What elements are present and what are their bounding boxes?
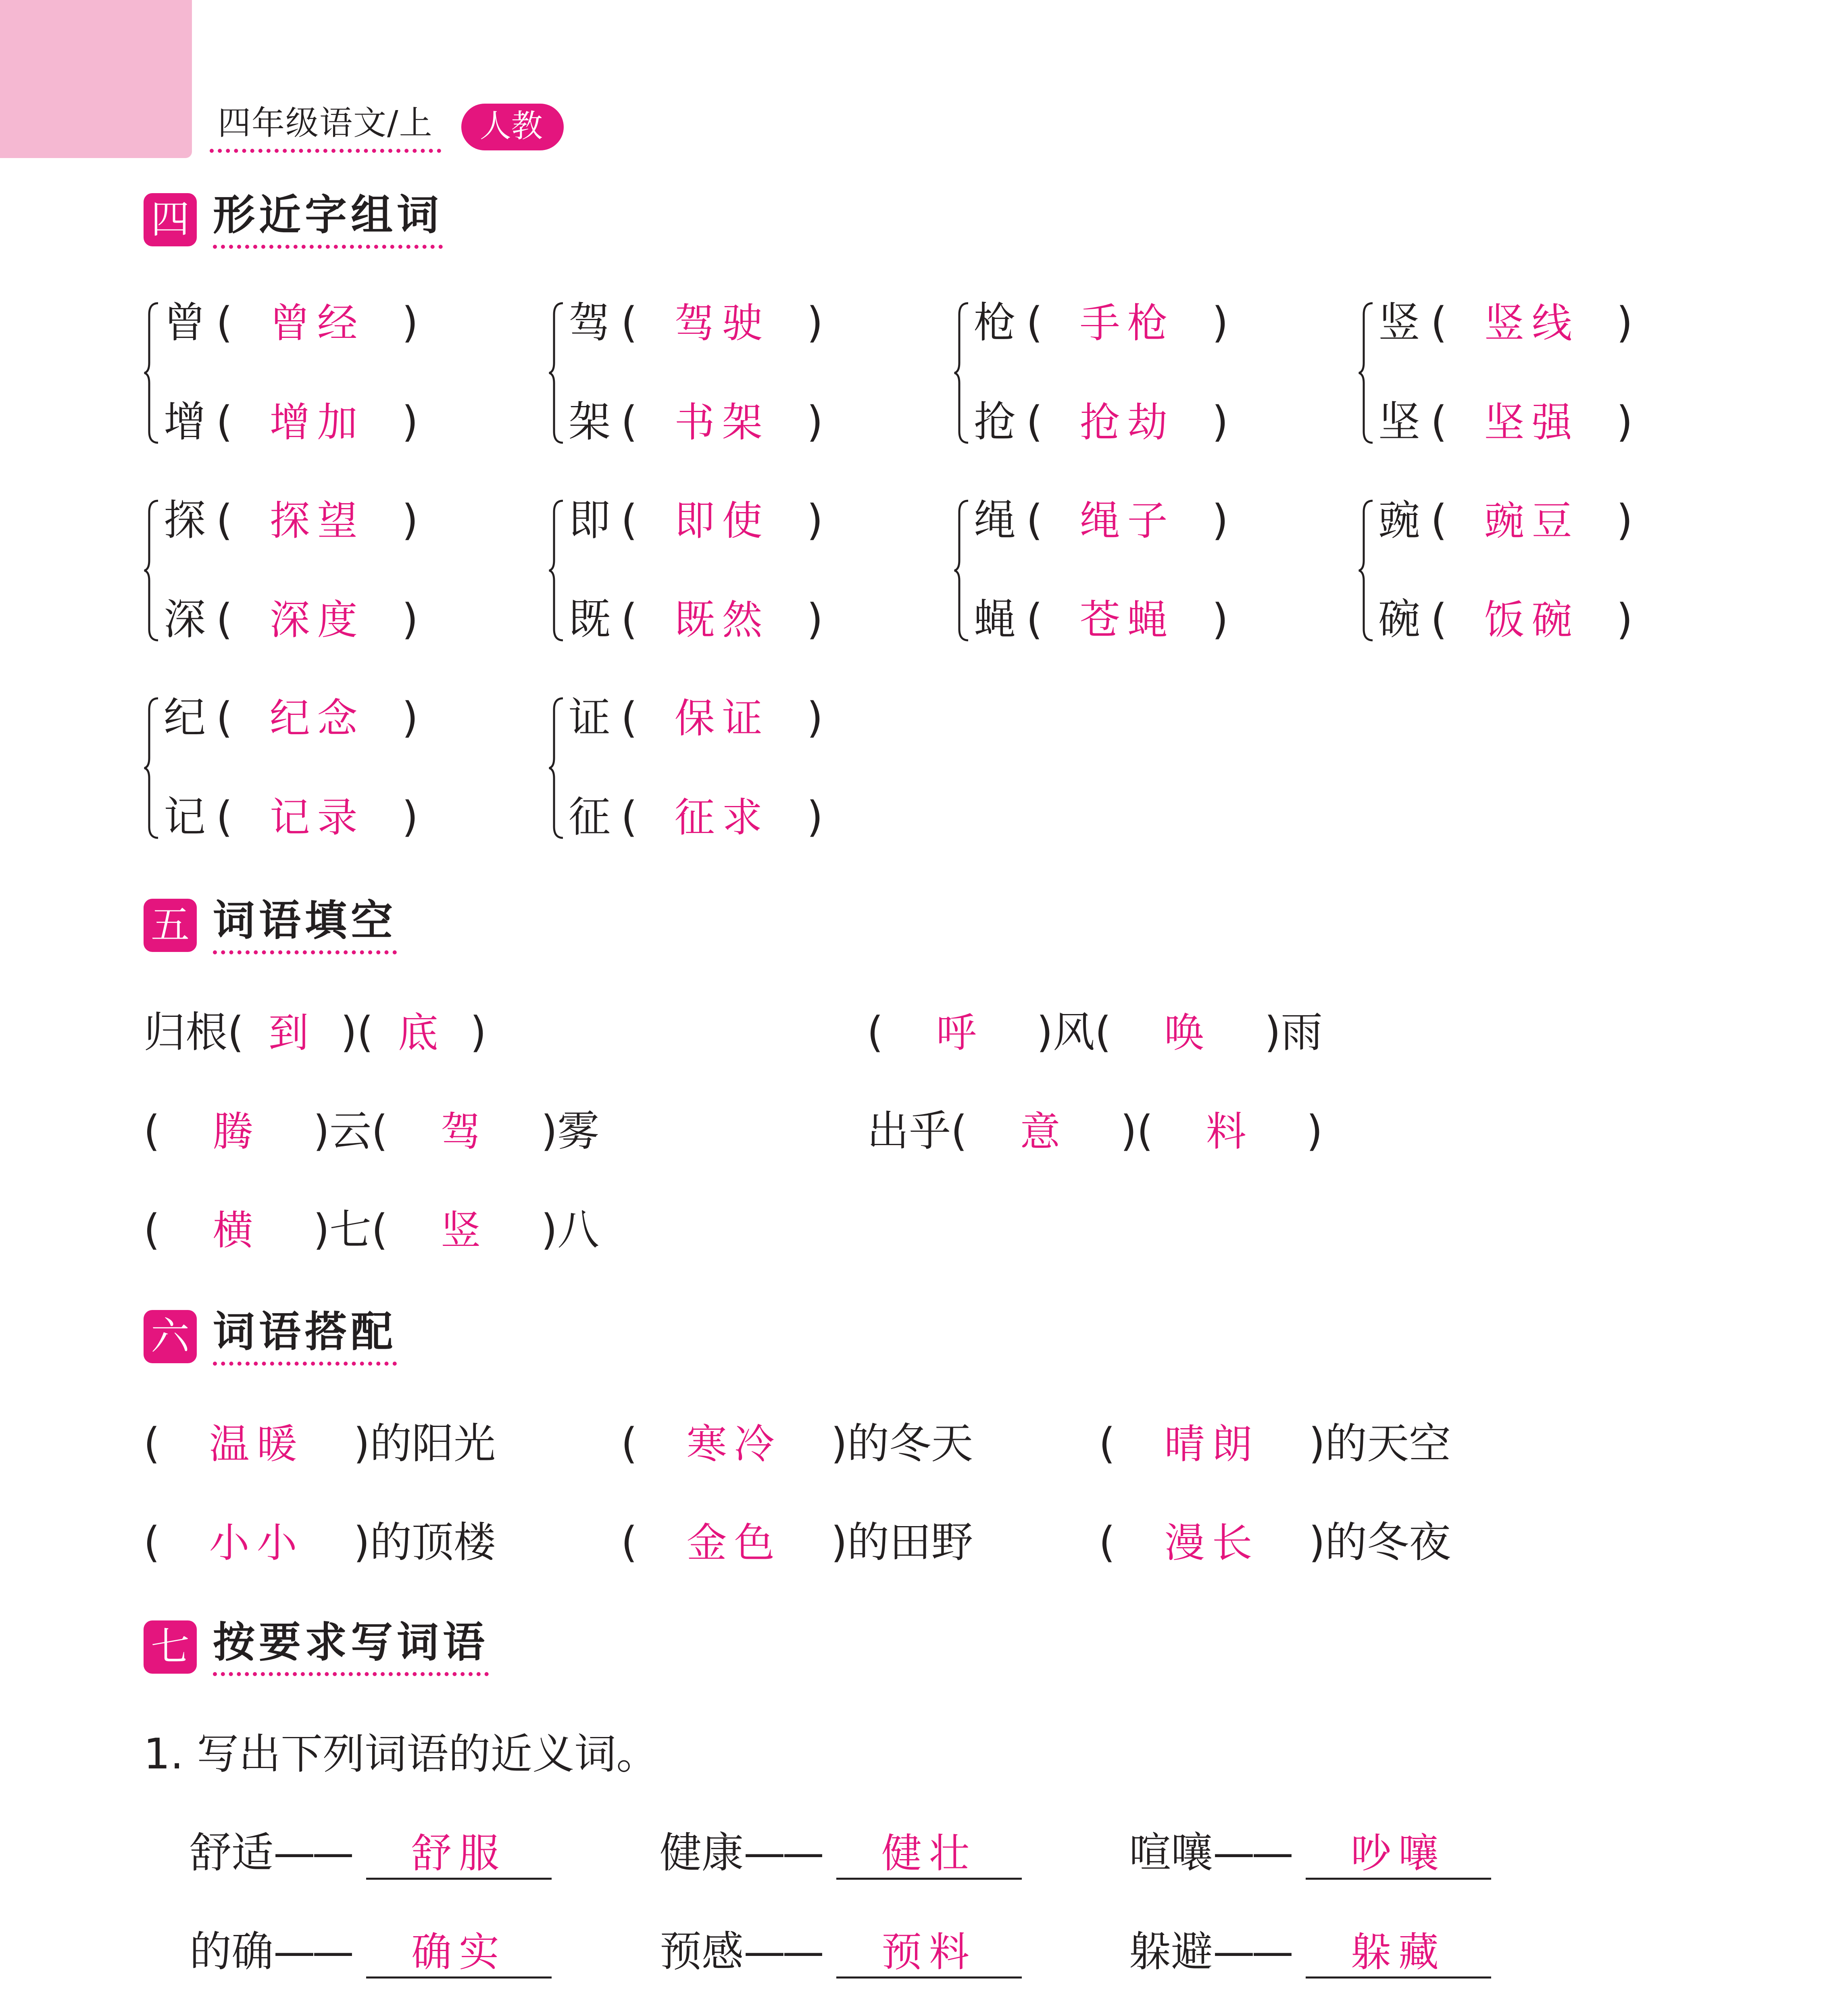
paren-close: ) [1212, 397, 1229, 446]
answer: 增加 [269, 399, 365, 446]
paren-open: ( [216, 595, 233, 644]
pair-row [569, 398, 823, 446]
match-item [1099, 1518, 1451, 1566]
pair-row [569, 595, 823, 644]
char-pair [548, 496, 936, 645]
paren-open: ( [1026, 595, 1043, 644]
answer: 到 [268, 1009, 316, 1056]
word: 喧嚷 [1129, 1828, 1213, 1877]
fill-line [144, 1008, 486, 1056]
character: 记 [164, 792, 206, 841]
character: 坚 [1378, 397, 1421, 446]
char-pair [144, 298, 531, 448]
paren-open: ( [621, 595, 638, 644]
char-pair [144, 496, 531, 645]
answer-blank: 预料 [836, 1928, 1022, 1979]
answer-blank: 确实 [366, 1928, 552, 1979]
paren-close: ) [402, 397, 419, 446]
dash: —— [273, 1828, 351, 1877]
answer-blank: 吵嚷 [1306, 1829, 1491, 1880]
pair-row [1378, 595, 1633, 644]
section-number: 六 [144, 1310, 197, 1363]
answer: 探望 [269, 497, 365, 544]
paren-close: ) [402, 298, 419, 347]
char-pair [954, 496, 1341, 645]
character: 增 [164, 397, 206, 446]
paren-close: ) [806, 693, 823, 742]
word: 的确 [190, 1927, 274, 1976]
section-title: 按要求写词语 [213, 1618, 489, 1676]
brace-icon [1358, 298, 1374, 448]
answer: 寒冷 [686, 1420, 782, 1468]
answer: 竖线 [1484, 300, 1579, 347]
answer: 保证 [674, 695, 770, 742]
answer: 温暖 [209, 1420, 304, 1468]
fill-text: )风( [1036, 1008, 1111, 1057]
header-title: 四年级语文/上 [210, 101, 441, 153]
character: 绳 [974, 496, 1016, 545]
paren-open: ( [144, 1518, 160, 1567]
answer: 横 [213, 1207, 260, 1254]
match-text: )的冬夜 [1308, 1518, 1451, 1567]
fill-text: ( [867, 1008, 883, 1057]
fill-text: )( [1120, 1106, 1153, 1156]
answer: 纪念 [269, 695, 365, 742]
word: 躲避 [1129, 1927, 1213, 1976]
pair-row [164, 496, 418, 544]
fill-text: ) [470, 1008, 487, 1057]
brace-icon [144, 694, 160, 843]
dash: —— [1213, 1828, 1291, 1877]
brace-icon [548, 496, 565, 645]
corner-tab [0, 0, 192, 158]
fill-text: )云( [313, 1106, 388, 1156]
fill-text: )雾 [541, 1106, 600, 1156]
dash: —— [744, 1828, 821, 1877]
paren-open: ( [621, 1518, 638, 1567]
word-item [1129, 1927, 1491, 1984]
match-item [1099, 1419, 1451, 1468]
answer: 征求 [674, 794, 770, 841]
paren-close: ) [402, 792, 419, 841]
paren-close: ) [806, 298, 823, 347]
character: 深 [164, 595, 206, 644]
answer: 底 [398, 1009, 446, 1056]
paren-close: ) [1212, 595, 1229, 644]
pair-row [164, 398, 418, 446]
brace-icon [548, 694, 565, 843]
answer: 小小 [209, 1519, 304, 1566]
character: 既 [569, 595, 611, 644]
fill-text: )八 [541, 1205, 600, 1254]
word: 健康 [660, 1828, 744, 1877]
character: 证 [569, 693, 611, 742]
character: 抢 [974, 397, 1016, 446]
match-item [144, 1419, 496, 1468]
paren-close: ) [402, 693, 419, 742]
paren-open: ( [1431, 397, 1447, 446]
paren-open: ( [621, 693, 638, 742]
match-text: )的天空 [1308, 1419, 1451, 1468]
answer-blank: 健壮 [836, 1829, 1022, 1880]
answer: 唤 [1164, 1009, 1212, 1056]
answer: 竖 [440, 1207, 488, 1254]
pair-row [974, 298, 1228, 347]
paren-close: ) [1212, 496, 1229, 545]
pair-row [164, 298, 418, 347]
fill-line [867, 1107, 1323, 1155]
paren-open: ( [621, 397, 638, 446]
paren-open: ( [1431, 298, 1447, 347]
pair-row [569, 694, 823, 742]
answer: 既然 [674, 596, 770, 644]
character: 曾 [164, 298, 206, 347]
paren-open: ( [216, 693, 233, 742]
match-text: )的顶楼 [353, 1518, 496, 1567]
answer: 饭碗 [1484, 596, 1579, 644]
section-number: 五 [144, 899, 197, 952]
char-pair [548, 298, 936, 448]
fill-text: )( [340, 1008, 373, 1057]
answer: 即使 [674, 497, 770, 544]
word-item [190, 1829, 552, 1885]
page-header [210, 97, 564, 157]
paren-close: ) [1616, 397, 1633, 446]
match-item [144, 1518, 496, 1566]
dash: —— [1213, 1927, 1291, 1976]
answer: 苍蝇 [1079, 596, 1175, 644]
match-text: )的阳光 [353, 1419, 496, 1468]
answer: 金色 [686, 1519, 782, 1566]
section-5-header [144, 895, 397, 956]
paren-open: ( [1431, 496, 1447, 545]
pair-row [974, 496, 1228, 544]
answer: 驾驶 [674, 300, 770, 347]
paren-close: ) [1616, 298, 1633, 347]
word-item [660, 1829, 1022, 1885]
answer: 晴朗 [1164, 1420, 1260, 1468]
paren-open: ( [1431, 595, 1447, 644]
paren-open: ( [1099, 1518, 1115, 1567]
paren-close: ) [1616, 595, 1633, 644]
pair-row [569, 793, 823, 841]
pair-row [164, 595, 418, 644]
match-text: )的田野 [831, 1518, 973, 1567]
match-text: )的冬天 [831, 1419, 973, 1468]
character: 豌 [1378, 496, 1421, 545]
fill-text: ) [1306, 1106, 1323, 1156]
pair-row [974, 595, 1228, 644]
answer: 意 [1020, 1108, 1068, 1155]
answer: 驾 [440, 1108, 488, 1155]
fill-text: )雨 [1264, 1008, 1323, 1057]
paren-close: ) [806, 792, 823, 841]
answer: 抢劫 [1079, 399, 1175, 446]
section-7-header [144, 1617, 489, 1677]
fill-text: 归根( [144, 1008, 244, 1057]
paren-open: ( [216, 397, 233, 446]
fill-text: ( [144, 1205, 160, 1254]
brace-icon [954, 496, 970, 645]
word-item [190, 1927, 552, 1984]
word-item [660, 1927, 1022, 1984]
char-pair [1358, 496, 1745, 645]
character: 征 [569, 792, 611, 841]
answer: 记录 [269, 794, 365, 841]
pair-row [569, 496, 823, 544]
section-title: 词语填空 [213, 896, 397, 954]
brace-icon [548, 298, 565, 448]
brace-icon [144, 298, 160, 448]
answer-blank: 躲藏 [1306, 1928, 1491, 1979]
match-item [621, 1419, 973, 1468]
section-6-header [144, 1306, 397, 1367]
character: 纪 [164, 693, 206, 742]
answer: 漫长 [1164, 1519, 1260, 1566]
match-item [621, 1518, 973, 1566]
paren-open: ( [1026, 298, 1043, 347]
char-pair [548, 694, 936, 843]
dash: —— [744, 1927, 821, 1976]
fill-text: ( [144, 1106, 160, 1156]
brace-icon [144, 496, 160, 645]
word-item [1129, 1829, 1491, 1885]
word: 预感 [660, 1927, 744, 1976]
paren-close: ) [806, 595, 823, 644]
fill-line [867, 1008, 1323, 1056]
character: 竖 [1378, 298, 1421, 347]
pair-row [1378, 496, 1633, 544]
paren-open: ( [216, 496, 233, 545]
paren-close: ) [1616, 496, 1633, 545]
character: 碗 [1378, 595, 1421, 644]
pair-row [164, 793, 418, 841]
answer: 豌豆 [1484, 497, 1579, 544]
paren-open: ( [144, 1419, 160, 1468]
answer: 料 [1206, 1108, 1254, 1155]
pair-row [164, 694, 418, 742]
answer: 手枪 [1079, 300, 1175, 347]
section-4-header [144, 190, 443, 250]
brace-icon [954, 298, 970, 448]
answer: 坚强 [1484, 399, 1579, 446]
fill-text: 出乎( [867, 1106, 967, 1156]
char-pair [144, 694, 531, 843]
section-title: 形近字组词 [213, 191, 443, 249]
paren-open: ( [216, 792, 233, 841]
section-title: 词语搭配 [213, 1308, 397, 1366]
paren-open: ( [621, 298, 638, 347]
brace-icon [1358, 496, 1374, 645]
character: 架 [569, 397, 611, 446]
character: 探 [164, 496, 206, 545]
paren-open: ( [216, 298, 233, 347]
edition-badge: 人教 [461, 104, 564, 150]
paren-open: ( [1099, 1419, 1115, 1468]
paren-close: ) [402, 496, 419, 545]
section-number: 七 [144, 1620, 197, 1674]
paren-open: ( [621, 496, 638, 545]
answer: 深度 [269, 596, 365, 644]
pair-row [569, 298, 823, 347]
word: 舒适 [190, 1828, 274, 1877]
character: 即 [569, 496, 611, 545]
character: 蝇 [974, 595, 1016, 644]
fill-text: )七( [313, 1205, 388, 1254]
char-pair [1358, 298, 1745, 448]
fill-line [144, 1206, 599, 1254]
paren-close: ) [1212, 298, 1229, 347]
answer: 绳子 [1079, 497, 1175, 544]
fill-line [144, 1107, 599, 1155]
paren-close: ) [402, 595, 419, 644]
paren-close: ) [806, 496, 823, 545]
pair-row [1378, 298, 1633, 347]
answer: 腾 [213, 1108, 260, 1155]
char-pair [954, 298, 1341, 448]
section-number: 四 [144, 193, 197, 246]
pair-row [1378, 398, 1633, 446]
answer-blank: 舒服 [366, 1829, 552, 1880]
dash: —— [273, 1927, 351, 1976]
synonym-heading: 1. 写出下列词语的近义词。 [144, 1729, 658, 1779]
answer: 呼 [936, 1009, 984, 1056]
pair-row [974, 398, 1228, 446]
character: 枪 [974, 298, 1016, 347]
paren-open: ( [1026, 397, 1043, 446]
paren-close: ) [806, 397, 823, 446]
answer: 书架 [674, 399, 770, 446]
paren-open: ( [621, 792, 638, 841]
paren-open: ( [621, 1419, 638, 1468]
character: 驾 [569, 298, 611, 347]
answer: 曾经 [269, 300, 365, 347]
paren-open: ( [1026, 496, 1043, 545]
